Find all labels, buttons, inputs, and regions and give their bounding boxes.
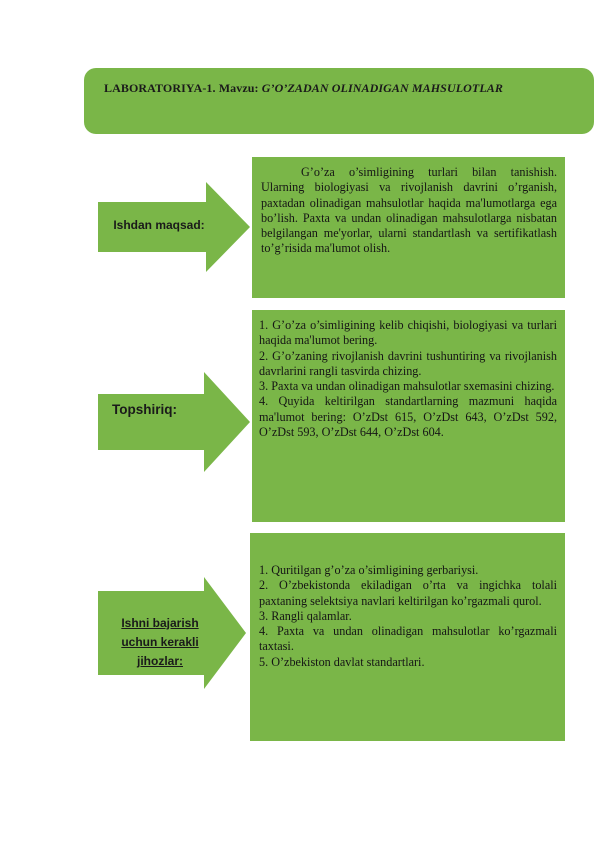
jihozlar-item-1: 1. Quritilgan g’o’za o’simligining gerbariysi. [259,563,479,577]
lab-label: LABORATORIYA-1. Mavzu: [104,81,259,95]
header-banner [84,68,594,134]
topshiriq-item-3: 3. Paxta va undan olinadigan mahsulotlar sxemasini chizing. [259,379,555,394]
maqsad-text: G’o’za o’simligining turlari bilan tanishish. Ularning biologiyasi va rivojlanish davrini o’rganish, paxtadan olinadigan mahsulotlar haqida ma'lumotlarga ega bo’lish. Paxta va undan olinadigan mahsulotlarga nisbatan belgilangan me'yorlar, ularni standartlash va sertifikatlash to’g’risida ma'lumot olish. [261,165,557,256]
jihozlar-item-4: 4. Paxta va undan olinadigan mahsulotlar ko’rgazmali taxtasi. [259,624,557,654]
section-label-topshiriq: Topshiriq: [112,402,177,417]
topic-title: G’O’ZADAN OLINADIGAN MAHSULOTLAR [261,81,503,95]
jihozlar-item-5: 5. O’zbekiston davlat standartlari. [259,654,425,669]
section-label-maqsad: Ishdan maqsad: [113,218,205,232]
topshiriq-item-2: 2. G’o’zaning rivojlanish davrini tushuntiring va rivojlanish davrlarini rangli tasvirda chizing. [259,348,557,378]
section-box-topshiriq [252,310,565,522]
topshiriq-item-1: 1. G’o’za o’simligining kelib chiqishi, biologiyasi va turlari haqida ma'lumot bering. [259,318,557,348]
jihozlar-item-2: 2. O’zbekistonda ekiladigan o’rta va ingichka tolali paxtaning selektsiya navlari keltirilgan ko’rgazmali qurol. [259,578,557,608]
jihozlar-item-3: 3. Rangli qalamlar. [259,608,352,623]
section-label-jihozlar: Ishni bajarish uchun kerakli jihozlar: [121,616,199,668]
header-title [104,81,503,96]
section-box-maqsad [252,157,565,298]
topshiriq-item-4: 4. Quyida keltirilgan standartlarning mazmuni haqida ma'lumot bering: O’zDst 615, O’zDst 643, O’zDst 592, O’zDst 593, O’zDst 644, O’zDst 604. [259,394,557,440]
section-box-jihozlar [250,533,565,741]
section-arrow-topshiriq [98,372,250,472]
